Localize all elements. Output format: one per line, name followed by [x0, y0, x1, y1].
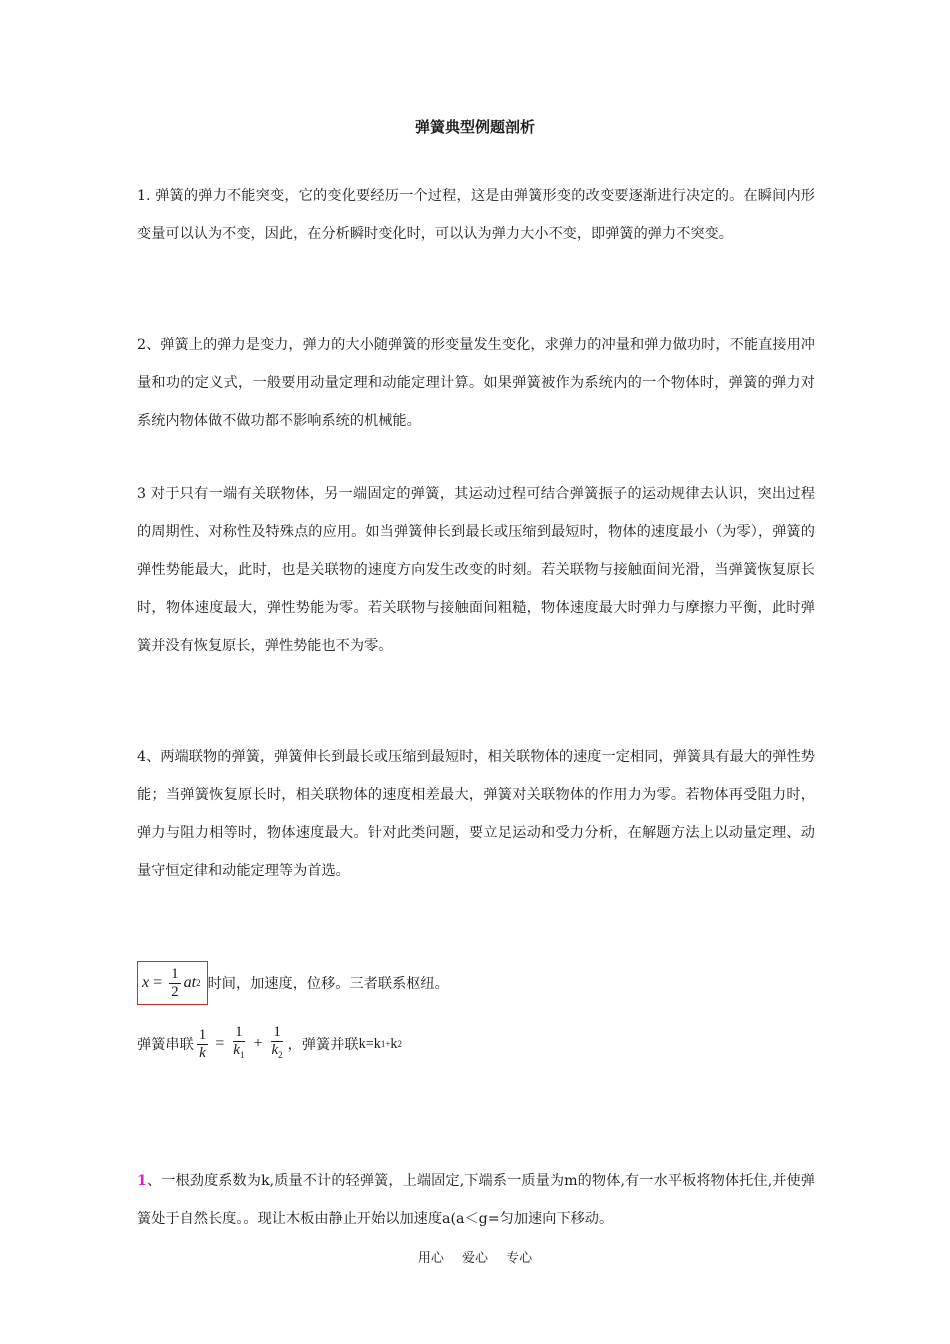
paragraph-2: 2、弹簧上的弹力是变力，弹力的大小随弹簧的形变量发生变化，求弹力的冲量和弹力做功时，不能直接用冲量和功的定义式，一般要用动量定理和动能定理计算。如果弹簧被作为系统内的一个物体时，弹簧的弹力对系统内物体做不做功都不影响系统的机械能。	[137, 337, 815, 429]
paragraph-4: 4、两端联物的弹簧，弹簧伸长到最长或压缩到最短时，相关联物体的速度一定相同，弹簧具有最大的弹性势能；当弹簧恢复原长时，相关联物体的速度相差最大，弹簧对关联物体的作用力为零。若物体再受阻力时，弹力与阻力相等时，物体速度最大。针对此类问题，要立足运动和受力分析，在解题方法上以动量定理、动量守恒定律和动能定理等为首选。	[137, 749, 815, 879]
fraction-1-over-k	[197, 1027, 209, 1062]
formula-equals: =	[153, 974, 163, 991]
k-symbol: k	[233, 1042, 240, 1058]
parallel-plus: +	[385, 1039, 391, 1049]
subscript-1: 1	[239, 1050, 245, 1060]
formula-exponent: 2	[196, 978, 201, 988]
fraction-numerator: 1	[273, 1024, 281, 1040]
spring-combination-line	[137, 1024, 402, 1064]
formula-at: at	[183, 974, 197, 991]
problem-text: 、一根劲度系数为k,质量不计的轻弹簧，上端固定,下端系一质量为m的物体,有一水平板将物体托住,并使弹簧处于自然长度。。现让木板由静止开始以加速度a(a＜g=匀加速向下移动。	[137, 1173, 815, 1227]
formula-var-x: x	[142, 974, 150, 991]
fraction-numerator: 1	[198, 1026, 207, 1043]
parallel-k-eq-k: k=k	[358, 1035, 381, 1052]
page-footer: 用心 爱心 专心	[417, 1251, 533, 1266]
displacement-formula-box	[137, 961, 208, 1005]
k-symbol: k	[271, 1042, 279, 1058]
paragraph-1: 1. 弹簧的弹力不能突变，它的变化要经历一个过程，这是由弹簧形变的改变要逐渐进行决定的。在瞬间内形变量可以认为不变，因此，在分析瞬时变化时，可以认为弹力大小不变，即弹簧的弹力不突变。	[137, 188, 815, 242]
series-formula	[194, 1024, 288, 1064]
formula-description: 时间，加速度，位移。三者联系枢纽。	[207, 976, 449, 992]
parallel-subscript-1: 1	[380, 1039, 386, 1049]
parallel-subscript-2: 2	[397, 1039, 402, 1049]
series-plus: +	[253, 1035, 263, 1052]
series-equals: =	[215, 1035, 225, 1052]
fraction-numerator: 1	[171, 965, 179, 982]
fraction-denominator: 2	[171, 983, 179, 1000]
problem-1	[137, 1162, 815, 1238]
problem-number: 1	[137, 1173, 147, 1189]
parallel-formula	[359, 1036, 402, 1053]
fraction-denominator: k	[199, 1044, 206, 1061]
subscript-2: 2	[278, 1050, 283, 1060]
series-label: 弹簧串联	[137, 1037, 194, 1053]
parallel-label: ，弹簧并联	[287, 1037, 359, 1053]
fraction-1-over-k2	[270, 1024, 285, 1064]
fraction-numerator: 1	[235, 1024, 243, 1040]
fraction-denominator	[231, 1042, 246, 1064]
fraction-denominator	[270, 1042, 285, 1064]
fraction-1-over-k1	[231, 1024, 246, 1064]
parallel-k2: k	[390, 1035, 398, 1052]
kinematics-formula-line	[137, 961, 449, 1005]
paragraph-3: 3 对于只有一端有关联物体，另一端固定的弹簧，其运动过程可结合弹簧振子的运动规律去认识，突出过程的周期性、对称性及特殊点的应用。如当弹簧伸长到最长或压缩到最短时，物体的速度最小（为零），弹簧的弹性势能最大，此时，也是关联物的速度方向发生改变的时刻。若关联物与接触面间光滑，当弹簧恢复原长时，物体速度最大，弹性势能为零。若关联物与接触面间粗糙，物体速度最大时弹力与摩擦力平衡，此时弹簧并没有恢复原长，弹性势能也不为零。	[137, 486, 815, 654]
fraction-one-half	[169, 966, 181, 1001]
document-title: 弹簧典型例题剖析	[414, 118, 535, 136]
